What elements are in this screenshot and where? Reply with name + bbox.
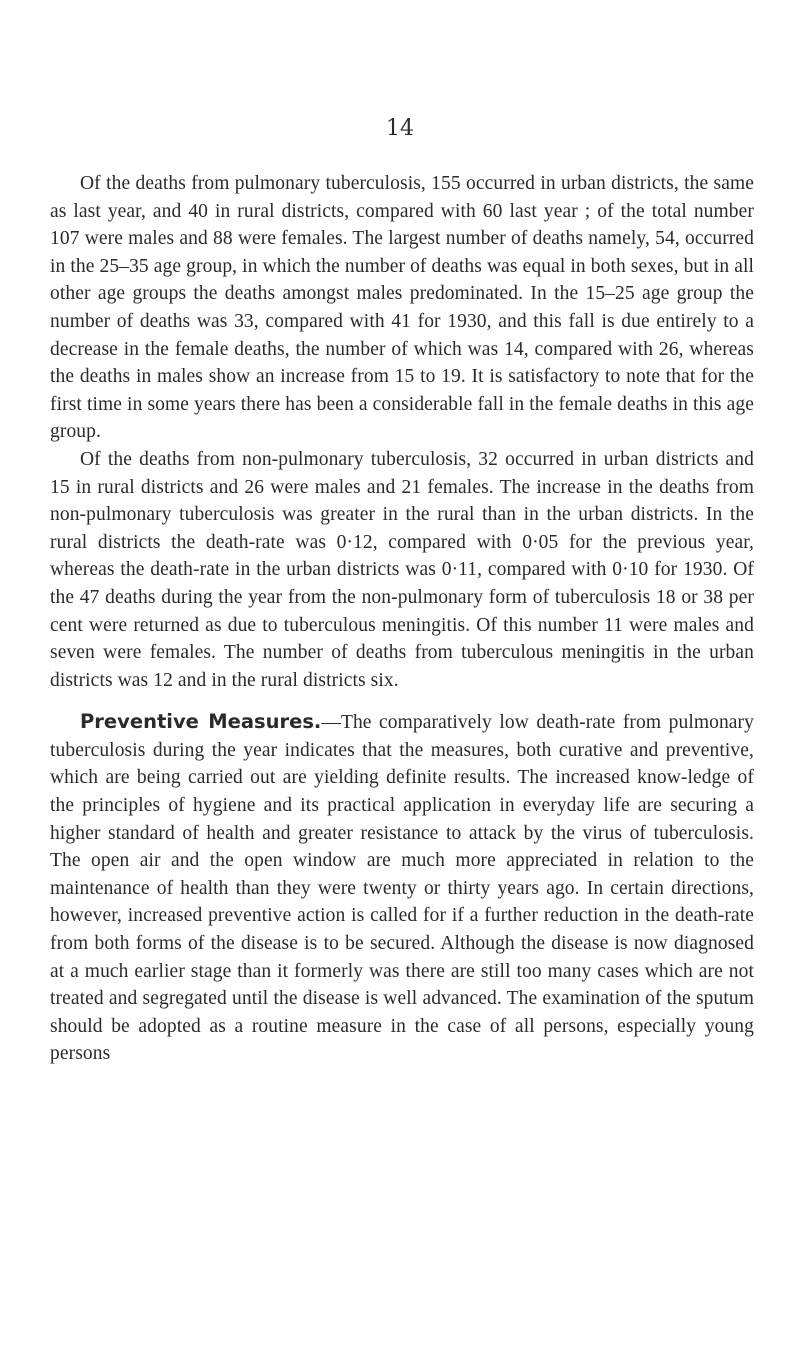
section-heading-preventive-measures: Preventive Measures. xyxy=(80,710,322,734)
paragraph-non-pulmonary-deaths: Of the deaths from non-pulmonary tuberculosis, 32 occurred in urban districts and 15 in rural districts and 26 were males and 21 females. The increase in the deaths from non-pulmonary tuberculosis was greater in the rural than in the urban districts. In the rural districts the death-rate was 0·12, compared with 0·05 for the previous year, whereas the death-rate in the urban districts was 0·11, compared with 0·10 for 1930. Of the 47 deaths during the year from the non-pulmonary form of tuberculosis 18 or 38 per cent were returned as due to tuberculous meningitis. Of this number 11 were males and seven were females. The number of deaths from tuberculous meningitis in the urban districts was 12 and in the rural districts six. xyxy=(50,448,754,691)
paragraph-pulmonary-deaths: Of the deaths from pulmonary tuberculosis, 155 occurred in urban districts, the same as last year, and 40 in rural districts, compared with 60 last year ; of the total number 107 were males and 88 were females. The largest number of deaths namely, 54, occurred in the 25–35 age group, in which the number of deaths was equal in both sexes, but in all other age groups the deaths amongst males predominated. In the 15–25 age group the number of deaths was 33, compared with 41 for 1930, and this fall is due entirely to a decrease in the female deaths, the number of which was 14, compared with 26, whereas the deaths in males show an increase from 15 to 19. It is satisfactory to note that for the first time in some years there has been a considerable fall in the female deaths in this age group. xyxy=(50,173,754,443)
body-text xyxy=(50,170,754,1068)
page-number: 14 xyxy=(386,116,414,141)
preventive-measures-text: —The comparatively low death-rate from pulmonary tuberculosis during the year indicates that the measures, both curative and preventive, which are being carried out are yielding definite results. The increased know-ledge of the principles of hygiene and its practical application in everyday life are securing a higher standard of health and greater resistance to attack by the virus of tuberculosis. The open air and the open window are much more appreciated in relation to the maintenance of health than they were twenty or thirty years ago. In certain directions, however, increased preventive action is called for if a further reduction in the death-rate from both forms of the disease is to be secured. Although the disease is now diagnosed at a much earlier stage than it formerly was there are still too many cases which are not treated and segregated until the disease is well advanced. The examination of the sputum should be adopted as a routine measure in the case of all persons, especially young persons xyxy=(50,712,755,1065)
paragraph-preventive-measures xyxy=(50,708,754,1068)
